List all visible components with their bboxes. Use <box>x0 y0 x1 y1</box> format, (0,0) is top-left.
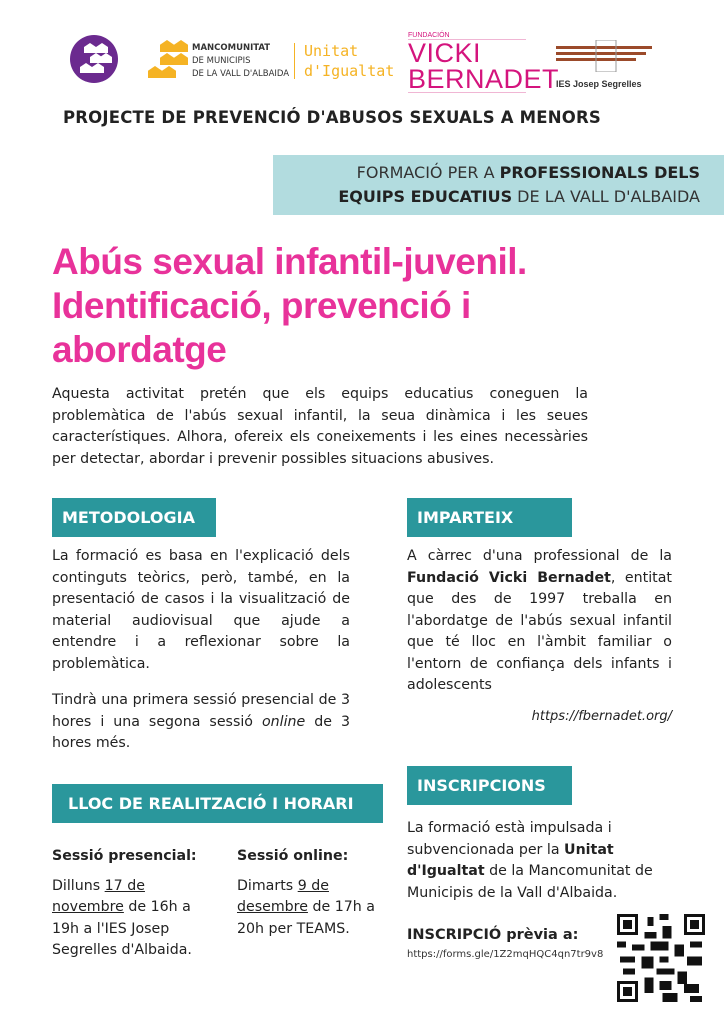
lloc-heading: LLOC DE REALITZACIÓ I HORARI <box>52 784 383 823</box>
metodologia-text: La formació es basa en l'explicació dels continguts teòrics, però, també, en la presentació de casos i la visualització de material audiovisual que ajude a entendre i a reflexionar sobre la problemàtica. <box>52 548 350 672</box>
inscripcions-heading: INSCRIPCIONS <box>407 766 572 805</box>
divider <box>294 43 295 79</box>
ies-logo-text: IES Josep Segrelles <box>556 79 642 89</box>
session-presencial: Sessió presencial: Dilluns 17 de novembre de 16h a 19h a l'IES Josep Segrelles d'Albaida. <box>52 848 197 958</box>
inscripcio-form-link[interactable]: https://forms.gle/1Z2mqHQC4qn7tr9v8 <box>407 949 604 960</box>
purple-logo-icon <box>70 35 118 83</box>
intro-text: Aquesta activitat pretén que els equips educatius coneguen la problemàtica de l'abús sexual infantil, la seua dinàmica i les seues característiques. Alhora, ofereix els coneixements i les eines necessàries per detectar, abordar i prevenir possibles situacions abusives. <box>52 386 588 467</box>
inscripcions-text: La formació està impulsada i subvencionada per la Unitat d'Igualtat de la Mancomunitat de Municipis de la Vall d'Albaida. <box>407 820 653 901</box>
imparteix-text: A càrrec d'una professional de la Fundació Vicki Bernadet, entitat que des de 1997 treballa en l'abordatge de l'abús sexual infantil que té lloc en l'àmbit familiar o l'entorn de confiança dels infants i adolescents <box>407 548 672 693</box>
project-title: PROJECTE DE PREVENCIÓ D'ABUSOS SEXUALS A MENORS <box>62 108 601 127</box>
metodologia-sessions: Tindrà una primera sessió presencial de 3 hores i una segona sessió online de 3 hores més. <box>52 692 351 751</box>
unitat-igualtat-logo: Unitat d'Igualtat <box>304 42 395 80</box>
mancomunitat-logo-text: MANCOMUNITAT DE MUNICIPIS DE LA VALL D'ALBAIDA <box>192 43 290 79</box>
audience-band: FORMACIÓ PER A PROFESSIONALS DELS EQUIPS EDUCATIUS DE LA VALL D'ALBAIDA <box>273 155 724 215</box>
headline: Abús sexual infantil-juvenil. Identificació, prevenció i abordatge <box>52 241 527 370</box>
fbernadet-link[interactable]: https://fbernadet.org/ <box>531 709 672 724</box>
inscripcio-previa-label: INSCRIPCIÓ prèvia a: <box>407 927 579 943</box>
mancomunitat-logo-icon <box>148 40 188 80</box>
qr-code-icon[interactable] <box>617 914 705 1002</box>
session-online: Sessió online: Dimarts 9 de desembre de 17h a 20h per TEAMS. <box>237 848 375 937</box>
imparteix-heading: IMPARTEIX <box>407 498 572 537</box>
metodologia-heading: METODOLOGIA <box>52 498 216 537</box>
ies-building-icon <box>556 40 652 72</box>
vicki-bernadet-logo: FUNDACIÓN VICKI BERNADET <box>408 32 560 94</box>
